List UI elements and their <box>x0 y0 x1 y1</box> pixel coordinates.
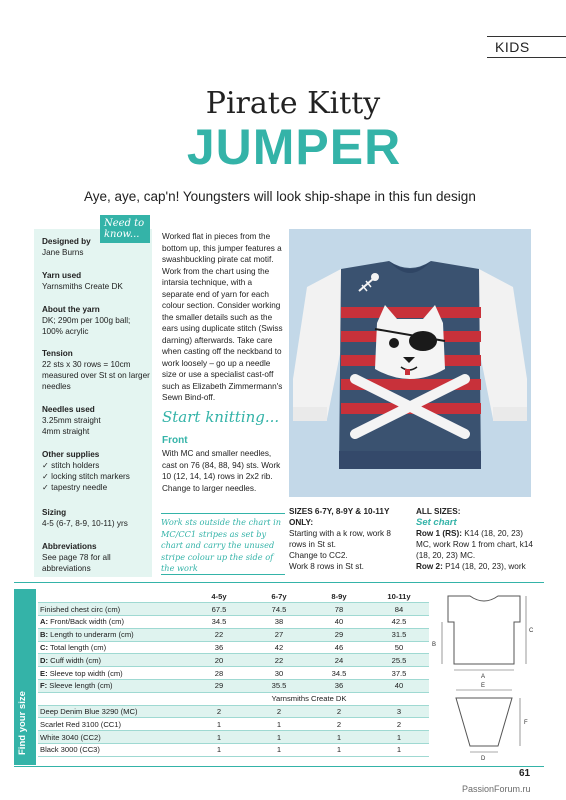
jumper-photo <box>289 229 531 497</box>
schematic-label-a: A <box>481 674 486 680</box>
start-knitting-heading: Start knitting... <box>162 408 280 426</box>
all-sizes-instructions: ALL SIZES: Set chart Row 1 (RS): K14 (18, 20, 23) MC, work Row 1 from chart, k14 (18, 20, 23) MC. Row 2: P14 (18, 20, 23), work <box>416 507 533 571</box>
sizing: Sizing 4-5 (6-7, 8-9, 10-11) yrs <box>42 508 128 528</box>
schematic-label-f: F <box>524 720 528 726</box>
section-tag: KIDS <box>487 36 566 58</box>
about-yarn: About the yarn DK; 290m per 100g ball; 100% acrylic <box>42 305 131 336</box>
schematic-label-d: D <box>481 756 486 762</box>
schematic-label-b: B <box>432 642 437 648</box>
table-row: Scarlet Red 3100 (CC1) 1 1 2 2 <box>38 718 429 731</box>
tension: Tension 22 sts x 30 rows = 10cm measured over St st on larger needles <box>42 349 150 391</box>
table-row: C: Total length (cm) 36 42 46 50 <box>38 641 429 654</box>
page-number: 61 <box>519 768 531 779</box>
table-row: B: Length to underarm (cm) 22 27 29 31.5 <box>38 628 429 641</box>
need-to-know-badge: Need to know... <box>100 215 150 243</box>
table-row: F: Sleeve length (cm) 29 35.5 36 40 <box>38 680 429 693</box>
title-line-2: JUMPER <box>186 119 402 175</box>
table-row: A: Front/Back width (cm) 34.5 38 40 42.5 <box>38 616 429 629</box>
jumper-illustration <box>289 229 531 497</box>
front-heading: Front <box>162 435 188 446</box>
front-text: With MC and smaller needles, cast on 76 (84, 88, 94) sts. Work 10 (12, 14, 14) rows in 2x2 rib. Change to larger needles. <box>162 449 281 493</box>
abbreviations: Abbreviations See page 78 for all abbreviations <box>42 542 111 573</box>
needles-used: Needles used 3.25mm straight 4mm straight <box>42 405 101 436</box>
yarn-header-row: Yarnsmiths Create DK <box>38 692 429 705</box>
designed-by: Designed by Jane Burns <box>42 237 91 257</box>
watermark: PassionForum.ru <box>462 784 531 794</box>
table-top-rule <box>14 582 544 583</box>
garment-schematic <box>428 592 540 762</box>
footer-rule <box>14 766 544 767</box>
find-your-size-bar: Find your size <box>14 589 36 765</box>
schematic-label-e: E <box>481 683 486 689</box>
intro-text: Worked flat in pieces from the bottom up, this jumper features a swashbuckling pirate cat motif. Work from the chart using the intarsia technique, with a separate end of yarn for each colour section. Consider working the smaller details such as the ears using duplicate stitch (Swiss darning) afterwards. Take care when casting off the neckband to work loosely – go up a needle size or use a specialist cast-off such as Elizabeth Zimmermann's Sewn Bind-off. <box>162 232 283 402</box>
table-row: Finished chest circ (cm) 67.5 74.5 78 84 <box>38 603 429 616</box>
table-header-row: 4-5y 6-7y 8-9y 10-11y <box>38 590 429 603</box>
standfirst: Aye, aye, cap'n! Youngsters will look ship-shape in this fun design <box>84 189 476 204</box>
table-row: White 3040 (CC2) 1 1 1 1 <box>38 731 429 744</box>
size-table <box>38 590 429 757</box>
table-row: Black 3000 (CC3) 1 1 1 1 <box>38 744 429 757</box>
sizes-6-11-instructions: SIZES 6-7Y, 8-9Y & 10-11Y ONLY: Starting with a k row, work 8 rows in St st. Change to CC2. Work 8 rows in St st. <box>289 507 391 571</box>
title-line-1: Pirate Kitty <box>205 86 381 121</box>
tip-box: Work sts outside the chart in MC/CC1 stripes as set by chart and carry the unused stripe colour up the side of the work <box>161 513 285 575</box>
other-supplies: Other supplies ✓ stitch holders ✓ locking stitch markers ✓ tapestry needle <box>42 450 130 492</box>
table-row: E: Sleeve top width (cm) 28 30 34.5 37.5 <box>38 667 429 680</box>
yarn-used: Yarn used Yarnsmiths Create DK <box>42 271 123 291</box>
table-row: D: Cuff width (cm) 20 22 24 25.5 <box>38 654 429 667</box>
table-row: Deep Denim Blue 3290 (MC) 2 2 2 3 <box>38 705 429 718</box>
schematic-label-c: C <box>529 628 534 634</box>
